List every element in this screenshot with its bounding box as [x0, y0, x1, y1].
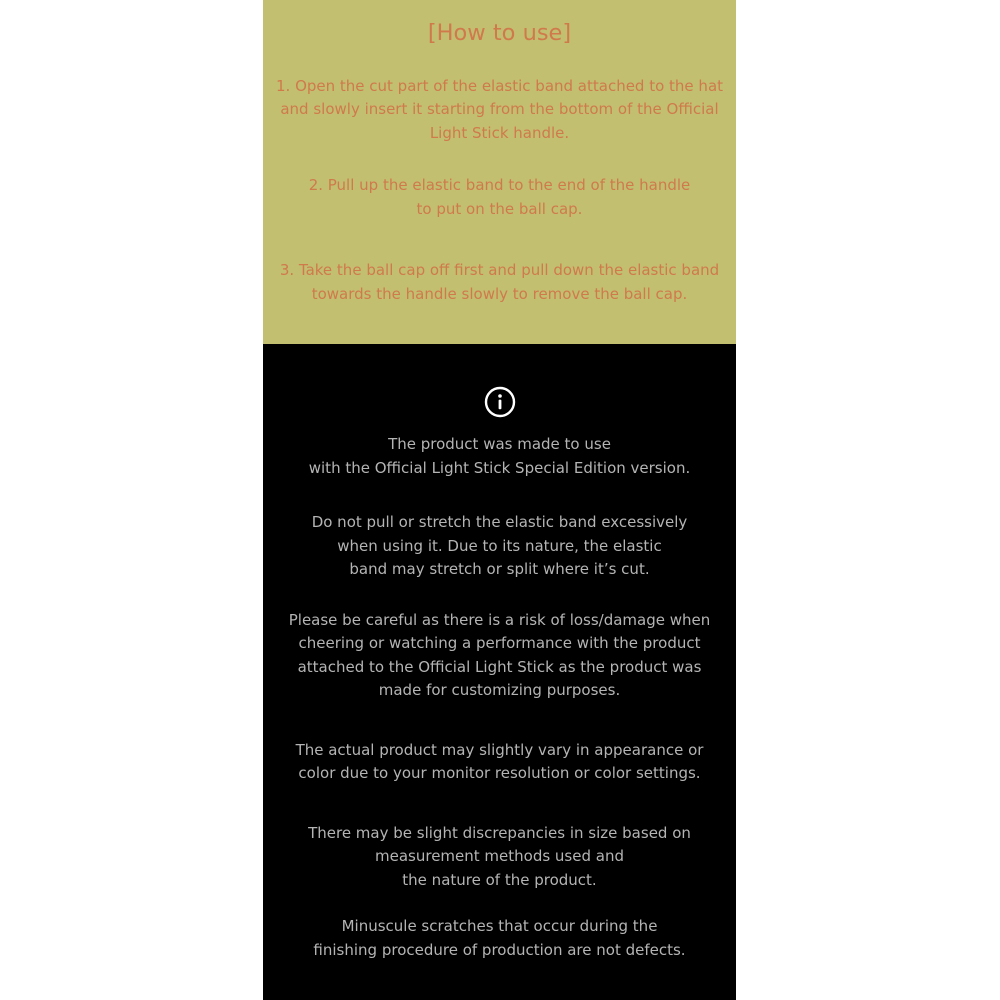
step-line: Light Stick handle. [429, 123, 570, 142]
how-to-use-step [273, 174, 726, 221]
notice-paragraph [275, 511, 724, 582]
notice-line: Please be careful as there is a risk of loss/damage when [288, 610, 711, 629]
notice-line: band may stretch or split where it’s cut. [349, 560, 650, 578]
notice-paragraph [275, 822, 724, 893]
notice-line: with the Official Light Stick Special Edition version. [308, 458, 691, 477]
notice-line: measurement methods used and [375, 847, 624, 865]
notice-paragraph [275, 915, 724, 962]
notice-section [263, 344, 736, 1000]
step-line: towards the handle slowly to remove the ball cap. [311, 284, 688, 303]
notice-line: cheering or watching a performance with the product [298, 634, 701, 652]
notice-line: color due to your monitor resolution or color settings. [298, 764, 701, 782]
notice-line: finishing procedure of production are not defects. [313, 940, 686, 959]
step-line: 3. Take the ball cap off first and pull down the elastic band [279, 261, 720, 279]
notice-line: Do not pull or stretch the elastic band excessively [311, 513, 688, 531]
notice-line: made for customizing purposes. [378, 681, 621, 699]
notice-paragraph [275, 739, 724, 786]
notice-paragraph [275, 433, 724, 480]
notice-line: when using it. Due to its nature, the elastic [337, 536, 662, 555]
notice-line: The actual product may slightly vary in appearance or [295, 740, 704, 759]
step-line: 1. Open the cut part of the elastic band attached to the hat [275, 76, 724, 95]
how-to-use-step [273, 259, 726, 306]
notice-line: attached to the Official Light Stick as the product was [297, 657, 702, 676]
step-line: to put on the ball cap. [416, 199, 583, 218]
notice-line: There may be slight discrepancies in size based on [308, 823, 691, 842]
how-to-use-heading: [How to use] [427, 20, 572, 46]
notice-line: the nature of the product. [402, 870, 597, 889]
info-circle-icon [484, 386, 516, 418]
how-to-use-section [263, 0, 736, 344]
notice-line: The product was made to use [388, 435, 611, 453]
how-to-use-step [273, 75, 726, 146]
notice-line: Minuscule scratches that occur during the [341, 917, 658, 935]
notice-paragraph [275, 609, 724, 703]
step-line: and slowly insert it starting from the bottom of the Official [280, 100, 719, 118]
step-line: 2. Pull up the elastic band to the end of the handle [308, 176, 691, 194]
